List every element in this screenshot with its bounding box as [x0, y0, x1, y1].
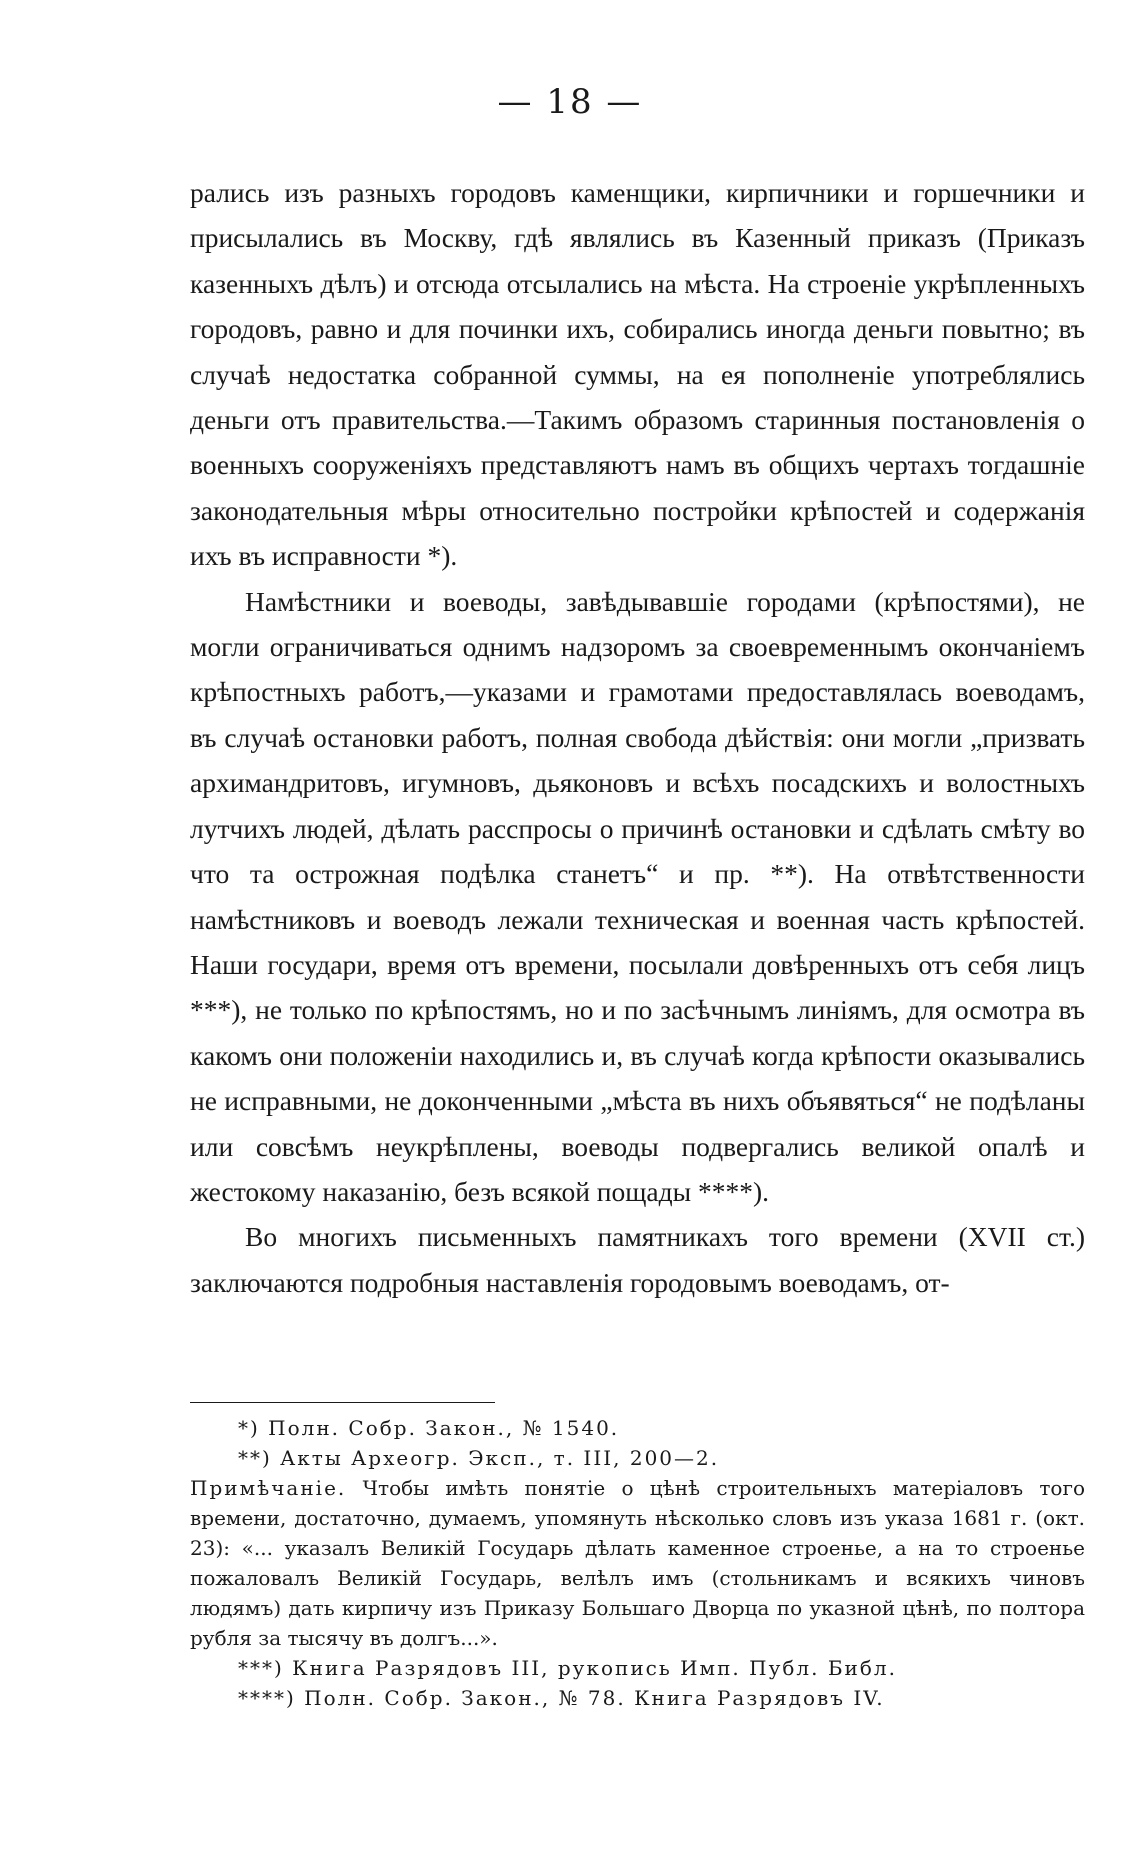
note-label: Примѣчаніе. [190, 1476, 347, 1500]
footnote-note [190, 1473, 1085, 1653]
footnote-2: **) Акты Археогр. Эксп., т. III, 200—2. [238, 1446, 720, 1470]
main-text [190, 170, 1085, 1305]
footnote-4: ****) Полн. Собр. Закон., № 78. Книга Разрядовъ IV. [238, 1686, 885, 1710]
footnote-divider [190, 1402, 495, 1403]
footnote-1: *) Полн. Собр. Закон., № 1540. [238, 1416, 620, 1440]
paragraph-1: рались изъ разныхъ городовъ каменщики, кирпичники и горшечники и присылались въ Москву, гдѣ являлись въ Казенный приказъ (Приказъ казенныхъ дѣлъ) и отсюда отсылались на мѣста. На строеніе укрѣпленныхъ городовъ, равно и для починки ихъ, собирались иногда деньги повытно; въ случаѣ недостатка собранной суммы, на ея пополненіе употреблялись деньги отъ правительства.—Такимъ образомъ старинныя постановленія о военныхъ сооруженіяхъ представляютъ намъ въ общихъ чертахъ тогдашніе законодательныя мѣры относительно постройки крѣпостей и содержанія ихъ въ исправности *). [190, 177, 1085, 572]
footnotes [190, 1413, 1085, 1713]
page-number: — 18 — [497, 82, 643, 122]
footnote-3: ***) Книга Разрядовъ III, рукопись Имп. Публ. Библ. [238, 1656, 897, 1680]
note-text: Чтобы имѣть понятіе о цѣнѣ строительныхъ матеріаловъ того времени, достаточно, думаемъ, упомянуть нѣсколько словъ изъ указа 1681 г. (окт. 23): «... указалъ Великій Государь дѣлать каменное строенье, а на то строенье пожаловалъ Великій Государь, велѣлъ имъ (стольникамъ и всякихъ чиновъ людямъ) дать кирпичу изъ Приказу Большаго Дворца по указной цѣнѣ, по полтора рубля за тысячу въ долгъ...». [190, 1476, 1085, 1650]
paragraph-2: Намѣстники и воеводы, завѣдывавшіе городами (крѣпостями), не могли ограничиваться однимъ надзоромъ за своевременнымъ окончаніемъ крѣпостныхъ работъ,—указами и грамотами предоставлялась воеводамъ, въ случаѣ остановки работъ, полная свобода дѣйствія: они могли „призвать архимандритовъ, игумновъ, дьяконовъ и всѣхъ посадскихъ и волостныхъ лутчихъ людей, дѣлать расспросы о причинѣ остановки и сдѣлать смѣту во что та острожная подѣлка станетъ“ и пр. **). На отвѣтственности намѣстниковъ и воеводъ лежали техническая и военная часть крѣпостей. Наши государи, время отъ времени, посылали довѣренныхъ отъ себя лицъ ***), не только по крѣпостямъ, но и по засѣчнымъ линіямъ, для осмотра въ какомъ они положеніи находились и, въ случаѣ когда крѣпости оказывались не исправными, не доконченными „мѣста въ нихъ объявяться“ не подѣланы или совсѣмъ неукрѣплены, воеводы подвергались великой опалѣ и жестокому наказанію, безъ всякой пощады ****). [190, 585, 1085, 1207]
paragraph-3: Во многихъ письменныхъ памятникахъ того времени (XVII ст.) заключаются подробныя наставленія городовымъ воеводамъ, от- [190, 1221, 1085, 1298]
